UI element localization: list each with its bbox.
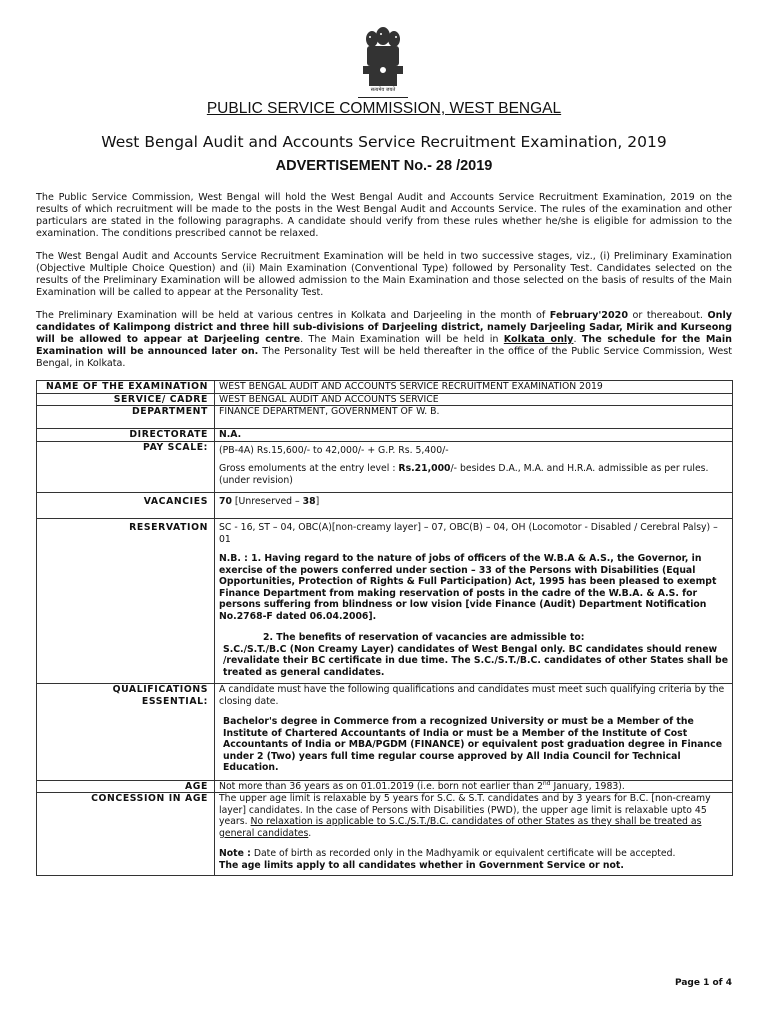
schedule-text-4: . xyxy=(573,334,582,345)
dob-note xyxy=(219,848,729,860)
schedule-text-1: The Preliminary Examination will be held at various centres in Kolkata and Darjeeling in the month of xyxy=(36,310,550,321)
table-row xyxy=(37,393,733,406)
page-number: Page 1 of 4 xyxy=(675,978,732,988)
schedule-text-5: The Personality Test will be held thereafter in the office of the Public Service Commission, West Bengal, in Kolkata. xyxy=(36,346,732,369)
age-superscript: nd xyxy=(542,779,551,787)
gross-emoluments xyxy=(219,463,729,492)
table-row xyxy=(37,793,733,876)
vacancies-close: ] xyxy=(315,496,320,507)
schedule-text-3: . The Main Examination will be held in xyxy=(300,334,504,345)
concession-end: . xyxy=(308,827,312,839)
concession-text xyxy=(219,793,729,839)
note-label: Note : xyxy=(219,848,251,859)
emblem-rule xyxy=(358,97,408,98)
advertisement-number: ADVERTISEMENT No.- 28 /2019 xyxy=(275,158,493,174)
table-row xyxy=(37,780,733,793)
reservation-label: RESERVATION xyxy=(37,519,215,684)
directorate-value: N.A. xyxy=(215,429,733,442)
vacancies-text: [Unreserved – xyxy=(231,496,303,507)
age-limits-note: The age limits apply to all candidates whether in Government Service or not. xyxy=(219,859,624,871)
note-text: Date of birth as recorded only in the Madhyamik or equivalent certificate will be accepted. xyxy=(250,848,676,859)
emblem-caption: सत्यमेव जयते xyxy=(370,87,396,93)
qualifications-essential: Bachelor's degree in Commerce from a recognized University or must be a Member of the Institute of Chartered Accountants of India or must be a Member of the Institute of Cost Accountants of India or MBA/PGDM (FINANCE) or equivalent post graduation degree in Finance under 2 (Two) years full time regular course approved by All India Council for Technical Education. xyxy=(223,716,722,773)
concession-label: CONCESSION IN AGE xyxy=(37,793,215,876)
concession-no-relaxation: No relaxation is applicable to S.C./S.T./B.C. candidates of other States as they shall be treated as general candidates xyxy=(219,816,702,839)
qualifications-cell xyxy=(215,684,733,781)
reservation-cell xyxy=(215,519,733,684)
schedule-paragraph xyxy=(36,310,732,370)
vacancies-label: VACANCIES xyxy=(37,493,215,519)
schedule-text-2: or thereabout. xyxy=(628,310,708,321)
age-text-2: January, 1983). xyxy=(550,780,625,792)
darjeeling-note: Only candidates of Kalimpong district and three hill sub-divisions of Darjeeling district, namely Darjeeling Sadar, Mirik and Kurseong will be allowed to appear at Darjeeling centre xyxy=(36,310,732,345)
name-value: WEST BENGAL AUDIT AND ACCOUNTS SERVICE RECRUITMENT EXAMINATION 2019 xyxy=(215,381,733,394)
table-row xyxy=(37,441,733,493)
vacancies-unreserved: 38 xyxy=(302,496,316,507)
concession-cell xyxy=(215,793,733,876)
service-value: WEST BENGAL AUDIT AND ACCOUNTS SERVICE xyxy=(215,393,733,406)
qualifications-label-1: QUALIFICATIONS xyxy=(112,684,208,695)
nb-reservation-benefits xyxy=(219,632,729,678)
table-row xyxy=(37,381,733,394)
age-value xyxy=(215,780,733,793)
department-label: DEPARTMENT xyxy=(37,406,215,429)
pay-scale-value: (PB-4A) Rs.15,600/- to 42,000/- + G.P. Rs. 5,400/- xyxy=(219,444,449,456)
stages-paragraph: The West Bengal Audit and Accounts Service Recruitment Examination will be held in two successive stages, viz., (i) Preliminary Examination (Objective Multiple Choice Question) and (ii) Main Examination (Conventional Type) followed by Personality Test. Candidates selected on the results of the Preliminary Examination will be allowed admission to the Main Examination and those selected on the basis of results of the Main Examination will be called to appear at the Personality Test. xyxy=(36,251,732,298)
gross-text-2: /- besides D.A., M.A. and H.R.A. admissible as per rules. (under revision) xyxy=(219,463,709,486)
age-text-1: Not more than 36 years as on 01.01.2019 (i.e. born not earlier than 2 xyxy=(219,780,543,792)
nb-benefits-heading: 2. The benefits of reservation of vacancies are admissible to: xyxy=(263,632,585,643)
gross-text-1: Gross emoluments at the entry level : xyxy=(219,463,399,474)
qualifications-label-2: ESSENTIAL: xyxy=(141,695,208,707)
main-exam-schedule-note: The schedule for the Main Examination will be announced later on. xyxy=(36,334,732,357)
table-row xyxy=(37,519,733,684)
gross-amount: Rs.21,000 xyxy=(398,463,451,474)
table-row xyxy=(37,493,733,519)
commission-title: PUBLIC SERVICE COMMISSION, WEST BENGAL xyxy=(206,100,562,117)
reservation-value: SC - 16, ST – 04, OBC(A)[non-creamy layer] – 07, OBC(B) – 04, OH (Locomotor - Disabled / Cerebral Palsy) – 01 xyxy=(219,522,718,545)
exam-title: West Bengal Audit and Accounts Service Recruitment Examination, 2019 xyxy=(101,133,667,151)
directorate-label: DIRECTORATE xyxy=(37,429,215,442)
pay-scale-label: PAY SCALE: xyxy=(37,441,215,493)
name-label: NAME OF THE EXAMINATION xyxy=(37,381,215,394)
table-row xyxy=(37,406,733,429)
nb-disability-exemption: N.B. : 1. Having regard to the nature of jobs of officers of the W.B.A & A.S., the Governor, in exercise of the powers conferred under section – 33 of the Persons with Disabilities (Equal Opportunities, Protection of Rights & Full Participation) Act, 1995 has been pleased to exempt Finance Department from making reservation of posts in the cadre of the W.B.A. & A.S. for persons suffering from blindness or low vision [vide Finance (Audit) Department Notification No.2768-F dated 06.04.2006]. xyxy=(219,553,717,622)
qualifications-label xyxy=(37,684,215,781)
age-label: AGE xyxy=(37,780,215,793)
vacancies-total: 70 xyxy=(219,496,232,507)
table-row xyxy=(37,429,733,442)
table-row xyxy=(37,684,733,781)
schedule-month: February'2020 xyxy=(549,310,628,321)
vacancies-value xyxy=(215,493,733,519)
pay-scale-cell xyxy=(215,441,733,493)
intro-paragraph: The Public Service Commission, West Bengal will hold the West Bengal Audit and Accounts Service Recruitment Examination, 2019 on the results of which recruitment will be made to the posts in the West Bengal Audit and Accounts Service. The rules of the examination and other particulars are stated in the following paragraphs. A candidate should verify from these rules whether he/she is eligible for admission to the examination. The conditions prescribed cannot be relaxed. xyxy=(36,192,732,239)
examination-details-table xyxy=(36,380,733,876)
nb-benefits-text: S.C./S.T./B.C (Non Creamy Layer) candidates of West Bengal only. BC candidates should renew /revalidate their BC certificate in due time. The S.C./S.T./B.C. candidates of other States shall be treated as general candidates. xyxy=(223,643,729,678)
department-value: FINANCE DEPARTMENT, GOVERNMENT OF W. B. xyxy=(215,406,733,429)
concession-text-1: The upper age limit is relaxable by 5 years for S.C. & S.T. candidates and by 3 years for B.C. [non-creamy layer] candidates. In the case of Persons with Disabilities (PWD), the upper age limit is relaxable upto 45 years. xyxy=(219,793,711,827)
service-label: SERVICE/ CADRE xyxy=(37,393,215,406)
qualifications-intro: A candidate must have the following qualifications and candidates must meet such qualifying criteria by the closing date. xyxy=(219,684,725,707)
kolkata-only: Kolkata only xyxy=(503,334,574,345)
